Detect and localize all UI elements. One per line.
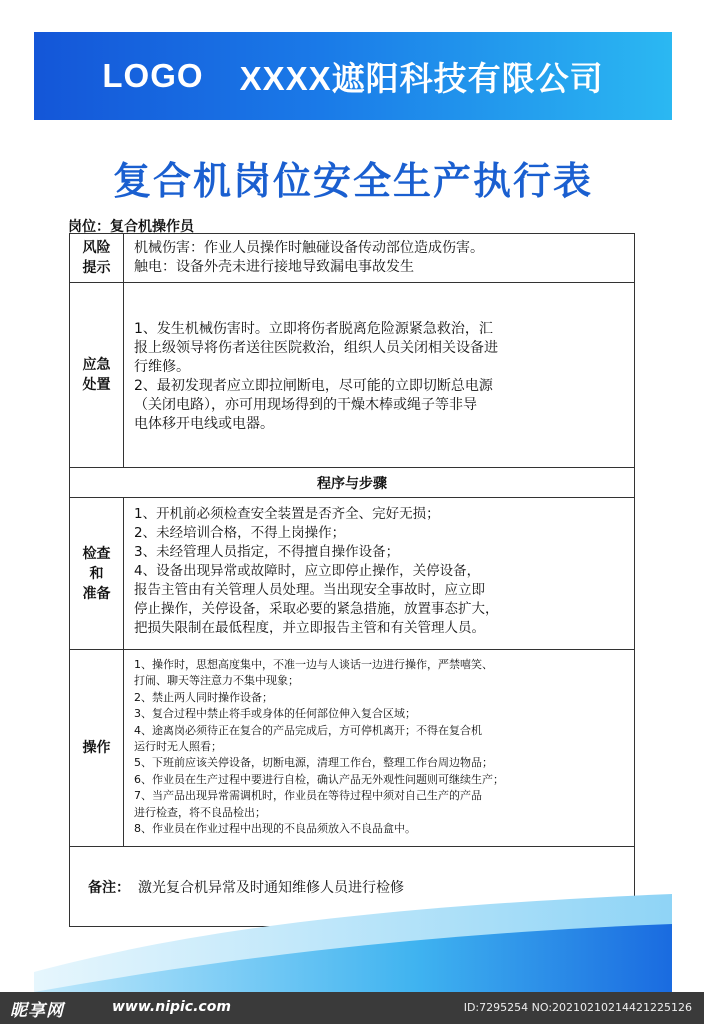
operation-label: 操作 <box>70 650 124 846</box>
check-line: 1、开机前必须检查安全装置是否齐全、完好无损； <box>134 506 440 522</box>
risk-label-line2: 提示 <box>82 260 111 276</box>
check-line: 4、设备出现异常或故障时，应立即停止操作，关停设备， <box>134 563 481 579</box>
risk-content <box>134 234 626 282</box>
remark-label: 备注： <box>88 879 130 896</box>
post-line: 岗位：复合机操作员 <box>68 219 194 235</box>
check-content <box>134 498 626 649</box>
emergency-line: 2、最初发现者应立即拉闸断电，尽可能的立即切断总电源 <box>134 378 493 394</box>
emergency-line: 电体移开电线或电器。 <box>134 416 274 432</box>
emergency-line: 1、发生机械伤害时。立即将伤者脱离危险源紧急救治，汇 <box>134 321 493 337</box>
risk-label-line1: 风险 <box>82 240 111 256</box>
check-label <box>70 498 124 649</box>
operation-line: 5、下班前应该关停设备，切断电源，清理工作台，整理工作台周边物品； <box>134 756 493 770</box>
decorative-wave <box>34 872 672 992</box>
check-line: 3、未经管理人员指定，不得擅自操作设备； <box>134 544 400 560</box>
logo-text: LOGO <box>102 57 204 94</box>
check-row <box>70 498 634 650</box>
watermark-bar <box>0 992 704 1024</box>
operation-row <box>70 650 634 847</box>
emergency-content <box>134 283 626 467</box>
risk-row <box>70 234 634 283</box>
operation-line: 8、作业员在作业过程中出现的不良品须放入不良品盒中。 <box>134 822 416 836</box>
company-name: XXXX遮阳科技有限公司 <box>239 59 604 97</box>
steps-title-row <box>70 468 634 498</box>
poster-frame <box>34 32 672 992</box>
emergency-label <box>70 283 124 467</box>
check-label-line2: 和 <box>89 565 104 582</box>
check-line: 把损失限制在最低程度，并立即报告主管和有关管理人员。 <box>134 620 485 636</box>
operation-line: 2、禁止两人同时操作设备； <box>134 690 273 704</box>
operation-line: 1、操作时，思想高度集中，不准一边与人谈话一边进行操作，严禁嘻笑、 <box>134 658 493 671</box>
check-line: 停止操作，关停设备，采取必要的紧急措施，放置事态扩大， <box>134 601 499 617</box>
operation-line: 进行检查，将不良品检出； <box>134 805 266 819</box>
emergency-row <box>70 283 634 468</box>
risk-line: 机械伤害：作业人员操作时触碰设备传动部位造成伤害。 <box>134 240 484 256</box>
operation-line: 打闹、聊天等注意力不集中现象； <box>134 674 299 688</box>
header <box>34 32 672 120</box>
operation-line: 7、当产品出现异常需调机时，作业员在等待过程中须对自己生产的产品 <box>134 789 482 803</box>
risk-label <box>70 234 124 282</box>
emergency-line: 报上级领导将伤者送往医院救治，组织人员关闭相关设备进 <box>134 340 498 356</box>
risk-line: 触电：设备外壳未进行接地导致漏电事故发生 <box>134 259 414 275</box>
emergency-line: 行维修。 <box>134 359 190 375</box>
operation-line: 3、复合过程中禁止将手或身体的任何部位伸入复合区域； <box>134 707 416 721</box>
operation-line: 6、作业员在生产过程中要进行自检，确认产品无外观性问题则可继续生产； <box>134 772 504 786</box>
operation-content <box>134 650 626 846</box>
emergency-label-line2: 处置 <box>82 377 111 393</box>
watermark-id: ID:7295254 NO:20210210214421225126 <box>463 1001 692 1014</box>
watermark-url[interactable]: www.nipic.com <box>112 999 231 1015</box>
page-title: 复合机岗位安全生产执行表 <box>112 159 593 203</box>
steps-title: 程序与步骤 <box>317 475 387 492</box>
safety-table <box>69 233 635 927</box>
check-line: 报告主管由有关管理人员处理。当出现安全事故时，应立即 <box>134 582 485 598</box>
check-line: 2、未经培训合格，不得上岗操作； <box>134 525 346 541</box>
emergency-line: （关闭电路），亦可用现场得到的干燥木棒或绳子等非导 <box>134 397 477 413</box>
operation-line: 运行时无人照看； <box>134 740 222 754</box>
operation-line: 4、途离岗必须待正在复合的产品完成后，方可停机离开；不得在复合机 <box>134 723 482 737</box>
watermark-logo: 昵享网 <box>10 1001 64 1021</box>
check-label-line3: 准备 <box>82 585 111 602</box>
emergency-label-line1: 应急 <box>82 357 111 373</box>
remark-text: 激光复合机异常及时通知维修人员进行检修 <box>138 879 404 896</box>
check-label-line1: 检查 <box>82 545 111 562</box>
